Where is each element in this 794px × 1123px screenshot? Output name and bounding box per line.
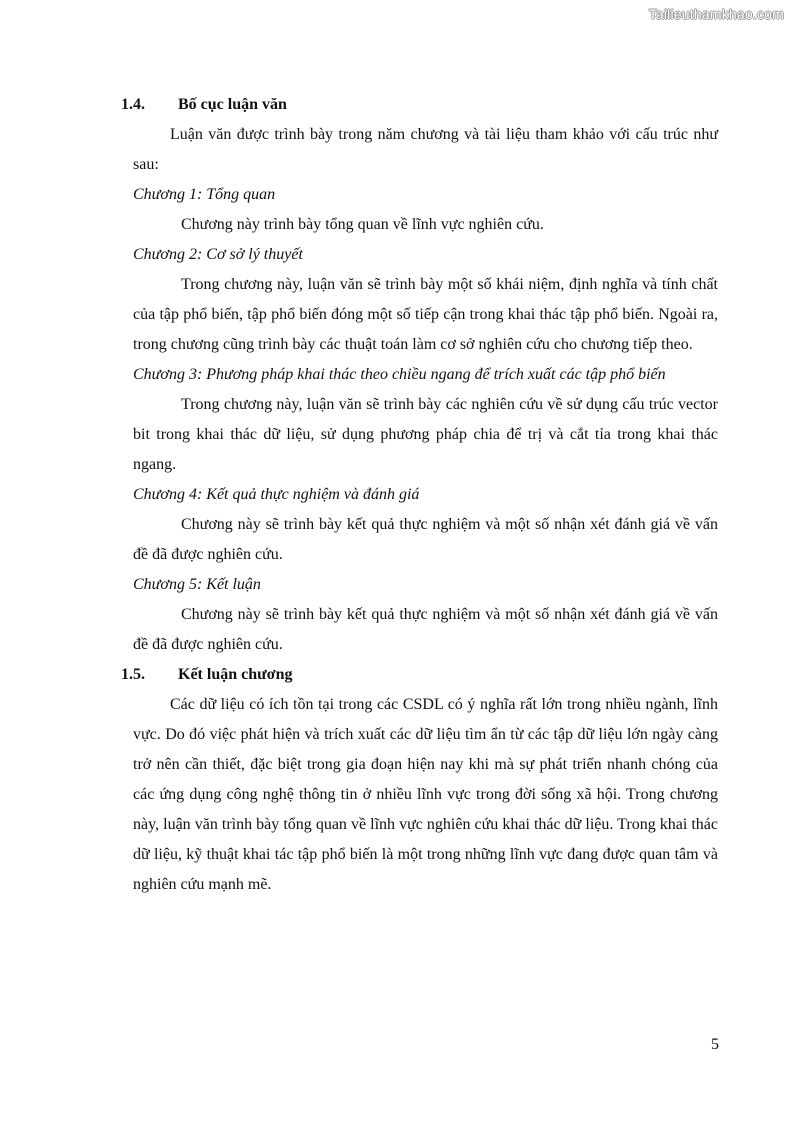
chapter-text-3: Trong chương này, luận văn sẽ trình bày các nghiên cứu về sử dụng cấu trúc vector bit trong khai thác dữ liệu, sử dụng phương pháp chia để trị và cắt tỉa trong khai thác ngang. bbox=[133, 396, 718, 473]
section-title: Bố cục luận văn bbox=[178, 96, 287, 113]
chapter-text-4: Chương này sẽ trình bày kết quả thực nghiệm và một số nhận xét đánh giá về vấn đề đã được nghiên cứu. bbox=[133, 516, 718, 563]
section-number: 1.5. bbox=[121, 666, 145, 683]
chapter-text-5: Chương này sẽ trình bày kết quả thực nghiệm và một số nhận xét đánh giá về vấn đề đã được nghiên cứu. bbox=[133, 606, 718, 653]
chapter-text-2: Trong chương này, luận văn sẽ trình bày một số khái niệm, định nghĩa và tính chất của tập phổ biến, tập phổ biến đóng một số tiếp cận trong khai thác tập phổ biến. Ngoài ra, trong chương cũng trình bày các thuật toán làm cơ sở nghiên cứu cho chương tiếp theo. bbox=[133, 276, 718, 353]
chapter-title-1: Chương 1: Tổng quan bbox=[133, 186, 276, 203]
chapter-title-5: Chương 5: Kết luận bbox=[133, 576, 261, 593]
chapter-text-1: Chương này trình bày tổng quan về lĩnh vực nghiên cứu. bbox=[181, 216, 544, 233]
document-body bbox=[121, 90, 718, 900]
chapter-title-2: Chương 2: Cơ sở lý thuyết bbox=[133, 246, 303, 263]
chapter-title-3: Chương 3: Phương pháp khai thác theo chiều ngang để trích xuất các tập phổ biến bbox=[133, 366, 666, 383]
section-intro: Luận văn được trình bày trong năm chương và tài liệu tham khảo với cấu trúc như sau: bbox=[133, 126, 718, 173]
page-number: 5 bbox=[711, 1036, 719, 1053]
section-heading-1-5 bbox=[121, 660, 718, 690]
section-title: Kết luận chương bbox=[178, 666, 293, 683]
watermark: Tailieuthamkhao.com bbox=[648, 6, 784, 22]
conclusion-text: Các dữ liệu có ích tồn tại trong các CSDL có ý nghĩa rất lớn trong nhiều ngành, lĩnh vực. Do đó việc phát hiện và trích xuất các dữ liệu tìm ẩn từ các tập dữ liệu lớn ngày càng trở nên cần thiết, đặc biệt trong gia đoạn hiện nay khi mà sự phát triển nhanh chóng của các ứng dụng công nghệ thông tin ở nhiều lĩnh vực trong đời sống xã hội. Trong chương này, luận văn trình bày tổng quan về lĩnh vực nghiên cứu khai thác dữ liệu. Trong khai thác dữ liệu, kỹ thuật khai tác tập phổ biến là một trong những lĩnh vực đang được quan tâm và nghiên cứu mạnh mẽ. bbox=[133, 696, 718, 893]
section-number: 1.4. bbox=[121, 96, 145, 113]
chapter-title-4: Chương 4: Kết quả thực nghiệm và đánh giá bbox=[133, 486, 420, 503]
section-heading-1-4 bbox=[121, 90, 718, 120]
